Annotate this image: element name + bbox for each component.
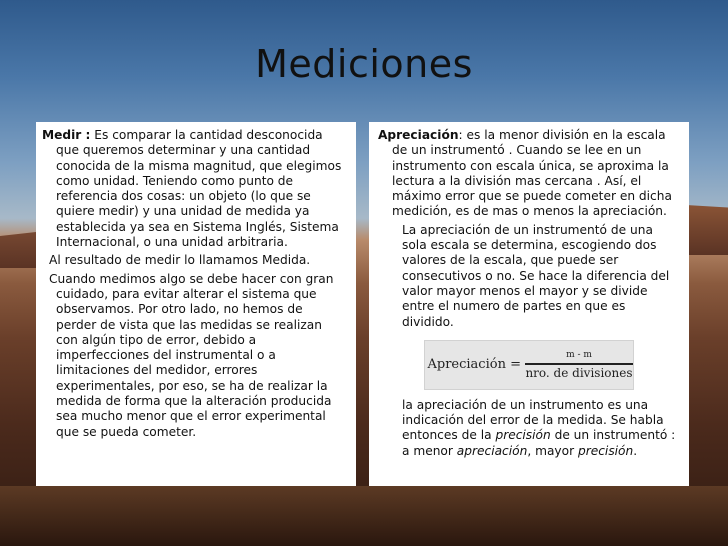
precision-em-1: precisión	[495, 428, 551, 443]
right-text-panel	[369, 122, 689, 486]
escala-paragraph: La apreciación de un instrumentó de una sola escala se determina, escogiendo dos valores de la escala, que puede ser consecutivos o no. Se hace la diferencia del valor mayor menos el mayor y se divide entre el numero de partes en que es dividido.	[402, 222, 670, 329]
precision-em-3: precisión	[577, 443, 634, 458]
medir-text: Es comparar la cantidad desconocida que queremos determinar y una cantidad conocida de la misma magnitud, que elegimos como unidad. Teniendo como punto de referencia dos cosas: un objeto (lo que se quiere medir) y una unidad de medida ya establecida ya sea en Sistema Inglés, Sistema Internacional, o una unidad arbitraria.	[56, 128, 342, 250]
formula-denominator: nro. de divisiones	[525, 365, 633, 380]
slide-title: Mediciones	[255, 42, 473, 86]
formula-lhs: Apreciación =	[427, 357, 521, 373]
medida-paragraph: Al resultado de medir lo llamamos Medida.	[49, 253, 311, 268]
precision-text-d: .	[633, 443, 638, 458]
medir-term: Medir :	[42, 128, 91, 142]
precision-paragraph	[378, 398, 679, 459]
apreciacion-formula-image	[424, 340, 634, 390]
formula-container	[378, 340, 679, 390]
formula-fraction	[525, 350, 633, 380]
cuidado-paragraph: Cuando medimos algo se debe hacer con gran cuidado, para evitar alterar el sistema que observamos. Por otro lado, no hemos de perder de vista que las medidas se realizan con algún tipo de error, debido a imperfecciones del instrumental o a limitaciones del medidor, errores experimentales, por eso, se ha de realizar la medida de forma que la alteración producida sea mucho menor que el error experimental que se pueda cometer.	[49, 271, 334, 439]
fraction-bar	[525, 363, 633, 365]
medir-definition	[42, 128, 346, 250]
formula-numerator: m - m	[566, 349, 592, 360]
desert-ground	[0, 486, 728, 546]
precision-text-c: , mayor	[527, 443, 578, 458]
apreciacion-definition	[378, 128, 679, 220]
precision-em-2: apreciación	[456, 443, 528, 458]
precision-text-b: de un instrumentó : a menor	[402, 428, 676, 458]
precision-text-a: la apreciación de un instrumento es una indicación del error de la medida. Se habla entonces de la	[402, 397, 664, 443]
left-text-panel	[36, 122, 356, 486]
apreciacion-term: Apreciación	[378, 128, 459, 142]
apreciacion-text: : es la menor división en la escala de un instrumentó . Cuando se lee en un instrumento con escala única, se aproxima la lectura a la división mas cercana . Así, el máximo error que se puede cometer en dicha medición, es de mas o menos la apreciación.	[392, 128, 672, 219]
